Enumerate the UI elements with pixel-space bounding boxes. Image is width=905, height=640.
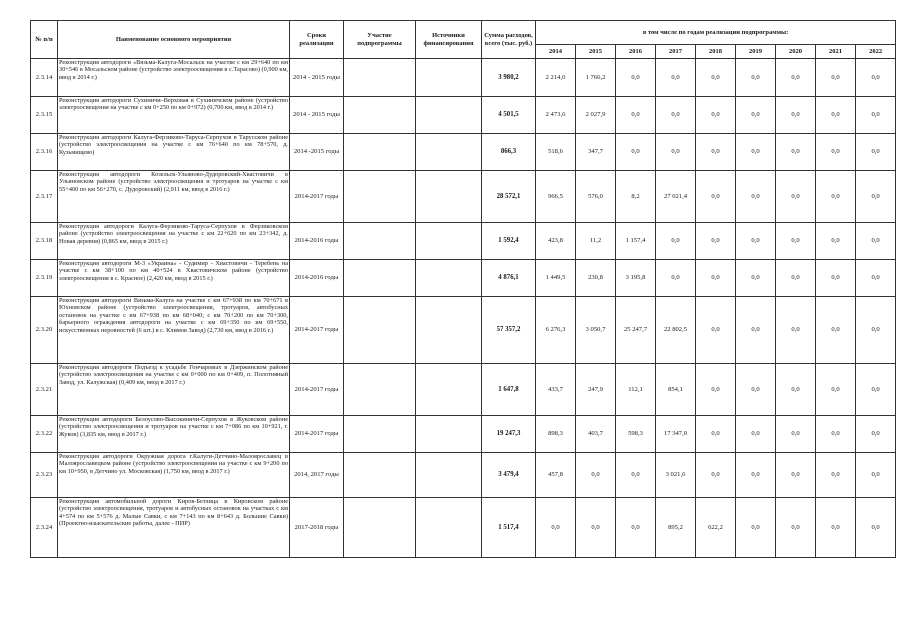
row-year-value: 576,0 xyxy=(576,171,616,223)
row-name: Реконструкция автодороги Белоусово-Высокиничи-Серпухов в Жуковском районе (устройство электроосвещения и тротуаров на участке с км 7+086 по км 10+921, г. Жуков) (3,835 км, ввод в 2017 г.) xyxy=(58,416,290,453)
row-year-value: 3 050,7 xyxy=(576,297,616,364)
row-year-value: 0,0 xyxy=(696,223,736,260)
row-year-value: 433,7 xyxy=(536,364,576,416)
row-year-value: 0,0 xyxy=(656,223,696,260)
row-year-value: 2 027,9 xyxy=(576,97,616,134)
row-code: 2.3.19 xyxy=(31,260,58,297)
row-participation xyxy=(344,297,416,364)
row-year-value: 518,6 xyxy=(536,134,576,171)
header-year: 2020 xyxy=(776,45,816,59)
row-code: 2.3.14 xyxy=(31,59,58,97)
row-name: Реконструкция автодороги Калуга-Ферзиково-Таруса-Серпухов в Ферзиковском районе (устройство электроосвещения на участке с км 22+620 по км 23+342, д. Новая деревня) (0,865 км, ввод в 2015 г.) xyxy=(58,223,290,260)
row-year-value: 0,0 xyxy=(656,134,696,171)
row-year-value: 0,0 xyxy=(736,59,776,97)
row-year-value: 0,0 xyxy=(656,97,696,134)
row-sources xyxy=(416,260,482,297)
row-year-value: 0,0 xyxy=(816,364,856,416)
row-year-value: 0,0 xyxy=(776,260,816,297)
table-row xyxy=(31,97,896,134)
table-row xyxy=(31,260,896,297)
row-name: Реконструкция автодороги М-3 «Украина» - Судимир - Хвастовичи - Теребень на участке с км 38+100 по км 40+524 в Хвастовичском районе (устройство электроосвещения в с. Красное) (2,420 км, ввод в 2015 г.) xyxy=(58,260,290,297)
row-year-value: 6 276,3 xyxy=(536,297,576,364)
row-year-value: 854,1 xyxy=(656,364,696,416)
row-participation xyxy=(344,364,416,416)
table-row xyxy=(31,364,896,416)
row-year-value: 11,2 xyxy=(576,223,616,260)
table-row xyxy=(31,171,896,223)
row-total: 28 572,1 xyxy=(482,171,536,223)
row-year-value: 27 021,4 xyxy=(656,171,696,223)
row-sources xyxy=(416,364,482,416)
row-year-value: 0,0 xyxy=(656,59,696,97)
row-participation xyxy=(344,134,416,171)
header-total: Сумма расходов, всего (тыс. руб.) xyxy=(482,21,536,59)
row-year-value: 3 195,8 xyxy=(616,260,656,297)
row-year-value: 0,0 xyxy=(736,364,776,416)
row-period: 2014 -2015 годы xyxy=(290,134,344,171)
row-year-value: 0,0 xyxy=(536,498,576,558)
row-year-value: 0,0 xyxy=(776,453,816,498)
table-header xyxy=(31,21,896,59)
row-year-value: 0,0 xyxy=(776,297,816,364)
row-year-value: 0,0 xyxy=(736,260,776,297)
row-code: 2.3.22 xyxy=(31,416,58,453)
row-total: 1 592,4 xyxy=(482,223,536,260)
row-period: 2014-2016 годы xyxy=(290,223,344,260)
header-year: 2016 xyxy=(616,45,656,59)
row-year-value: 3 021,6 xyxy=(656,453,696,498)
row-period: 2014-2016 годы xyxy=(290,260,344,297)
row-period: 2017-2018 годы xyxy=(290,498,344,558)
header-participation: Участие подпрограммы xyxy=(344,21,416,59)
row-year-value: 895,2 xyxy=(656,498,696,558)
table-row xyxy=(31,59,896,97)
row-year-value: 0,0 xyxy=(736,171,776,223)
row-year-value: 0,0 xyxy=(816,134,856,171)
row-year-value: 0,0 xyxy=(776,59,816,97)
row-sources xyxy=(416,453,482,498)
header-year: 2021 xyxy=(816,45,856,59)
row-year-value: 0,0 xyxy=(616,453,656,498)
row-year-value: 347,7 xyxy=(576,134,616,171)
header-year: 2017 xyxy=(656,45,696,59)
row-total: 3 980,2 xyxy=(482,59,536,97)
row-period: 2014-2017 годы xyxy=(290,416,344,453)
row-name: Реконструкция автодороги Калуга-Ферзиково-Таруса-Серпухов в Тарусском районе (устройство электроосвещения на участке с км 76+640 по км 78+570, д. Кузьмищево) xyxy=(58,134,290,171)
row-year-value: 0,0 xyxy=(696,134,736,171)
row-year-value: 1 766,2 xyxy=(576,59,616,97)
row-code: 2.3.23 xyxy=(31,453,58,498)
row-name: Реконструкция автодороги «Вязьма-Калуга-Мосальск на участке с км 29+640 по км 30+546 в Мосальском районе (устройство электроосвещения в с.Тарасово) (0,900 км, ввод в 2014 г.) xyxy=(58,59,290,97)
row-year-value: 22 802,5 xyxy=(656,297,696,364)
row-year-value: 0,0 xyxy=(736,134,776,171)
row-year-value: 0,0 xyxy=(856,97,896,134)
row-year-value: 0,0 xyxy=(736,416,776,453)
row-year-value: 0,0 xyxy=(776,364,816,416)
row-year-value: 0,0 xyxy=(776,134,816,171)
row-participation xyxy=(344,171,416,223)
row-name: Реконструкция автодороги Сухиничи–Верховая в Сухиничском районе (устройство электроосвещения на участке с км 0+250 по км 0+972) (0,700 км, ввод в 2014 г.) xyxy=(58,97,290,134)
table-row xyxy=(31,453,896,498)
row-period: 2014-2017 годы xyxy=(290,171,344,223)
row-year-value: 25 247,7 xyxy=(616,297,656,364)
row-year-value: 0,0 xyxy=(736,498,776,558)
row-year-value: 0,0 xyxy=(696,97,736,134)
row-participation xyxy=(344,498,416,558)
row-period: 2014-2017 годы xyxy=(290,297,344,364)
row-total: 4 501,5 xyxy=(482,97,536,134)
row-period: 2014-2017 годы xyxy=(290,364,344,416)
row-name: Реконструкция автодороги Козельск-Ульяново-Дудоровский-Хвастовичи в Ульяновском районе (устройство электроосвещения и тротуаров на участке с км 55+400 по км 56+270, с. Дудоровский) (2,911 км, ввод в 2016 г.) xyxy=(58,171,290,223)
header-period: Сроки реализации xyxy=(290,21,344,59)
row-year-value: 112,1 xyxy=(616,364,656,416)
row-year-value: 0,0 xyxy=(576,453,616,498)
row-sources xyxy=(416,498,482,558)
row-year-value: 0,0 xyxy=(856,297,896,364)
row-year-value: 622,2 xyxy=(696,498,736,558)
row-year-value: 8,2 xyxy=(616,171,656,223)
header-year: 2018 xyxy=(696,45,736,59)
row-year-value: 17 347,0 xyxy=(656,416,696,453)
row-year-value: 0,0 xyxy=(616,498,656,558)
row-sources xyxy=(416,97,482,134)
row-sources xyxy=(416,416,482,453)
row-year-value: 0,0 xyxy=(776,498,816,558)
row-code: 2.3.18 xyxy=(31,223,58,260)
row-year-value: 230,8 xyxy=(576,260,616,297)
row-year-value: 0,0 xyxy=(576,498,616,558)
row-period: 2014 - 2015 годы xyxy=(290,97,344,134)
row-year-value: 0,0 xyxy=(656,260,696,297)
table-row xyxy=(31,416,896,453)
row-year-value: 0,0 xyxy=(816,223,856,260)
header-year: 2014 xyxy=(536,45,576,59)
row-year-value: 247,9 xyxy=(576,364,616,416)
row-year-value: 966,5 xyxy=(536,171,576,223)
row-year-value: 0,0 xyxy=(856,134,896,171)
row-year-value: 598,3 xyxy=(616,416,656,453)
row-year-value: 0,0 xyxy=(696,453,736,498)
row-year-value: 2 473,6 xyxy=(536,97,576,134)
row-year-value: 0,0 xyxy=(856,59,896,97)
row-year-value: 423,8 xyxy=(536,223,576,260)
row-name: Реконструкция автодороги Вязьма-Калуга на участке с км 67+938 по км 70+671 в Юхновском районе (устройство электроосвещения, тротуаров, автобусных остановок на участке с км 67+938 по км 68+040; с км 70+200 по км 70+300, барьерного ограждения автодороги на участке с км 69+350 по км 69+550, искусственных неровностей (6 шт.) в с. Климов Завод) (2,730 км, ввод в 2016 г.) xyxy=(58,297,290,364)
row-year-value: 0,0 xyxy=(616,134,656,171)
row-participation xyxy=(344,453,416,498)
row-year-value: 0,0 xyxy=(696,59,736,97)
row-name: Реконструкция автомобильной дороги Киров-Бетлица в Кировском районе (устройство электроосвещения, тротуаров и автобусных остановок на участках с км 4+574 по км 5+576 д. Малые Савки, с км 7+143 по км 8+643 д. Большие Савки) (Проектно-изыскательские работы, далее - ПИР) xyxy=(58,498,290,558)
row-year-value: 0,0 xyxy=(856,223,896,260)
row-year-value: 0,0 xyxy=(776,416,816,453)
row-period: 2014, 2017 годы xyxy=(290,453,344,498)
row-year-value: 0,0 xyxy=(856,416,896,453)
row-year-value: 457,8 xyxy=(536,453,576,498)
row-year-value: 0,0 xyxy=(736,297,776,364)
header-years-group: в том числе по годам реализации подпрограммы: xyxy=(536,21,896,45)
row-year-value: 0,0 xyxy=(856,171,896,223)
row-year-value: 0,0 xyxy=(736,453,776,498)
row-year-value: 0,0 xyxy=(816,297,856,364)
row-year-value: 0,0 xyxy=(696,416,736,453)
subprogram-table xyxy=(30,20,896,558)
row-year-value: 0,0 xyxy=(696,260,736,297)
row-total: 3 479,4 xyxy=(482,453,536,498)
row-total: 1 647,8 xyxy=(482,364,536,416)
row-sources xyxy=(416,59,482,97)
row-year-value: 0,0 xyxy=(776,97,816,134)
row-total: 57 357,2 xyxy=(482,297,536,364)
row-year-value: 0,0 xyxy=(816,416,856,453)
row-sources xyxy=(416,223,482,260)
row-total: 19 247,3 xyxy=(482,416,536,453)
row-participation xyxy=(344,223,416,260)
row-year-value: 0,0 xyxy=(856,453,896,498)
header-sources: Источники финансирования xyxy=(416,21,482,59)
row-sources xyxy=(416,171,482,223)
row-year-value: 0,0 xyxy=(776,223,816,260)
row-year-value: 0,0 xyxy=(616,59,656,97)
row-year-value: 0,0 xyxy=(696,171,736,223)
row-year-value: 0,0 xyxy=(696,297,736,364)
row-year-value: 0,0 xyxy=(736,97,776,134)
row-year-value: 0,0 xyxy=(736,223,776,260)
row-name: Реконструкция автодороги Окружная дорога г.Калуги-Детчино-Малоярославец в Малоярославецком районе (устройство электроосвещения на участке с км 9+200 по км 10+950, в Детчино ул. Московская) (1,750 км, ввод в 2017 г.) xyxy=(58,453,290,498)
table-body xyxy=(31,59,896,558)
row-sources xyxy=(416,297,482,364)
row-participation xyxy=(344,59,416,97)
row-year-value: 0,0 xyxy=(816,453,856,498)
row-sources xyxy=(416,134,482,171)
header-name: Наименование основного мероприятия xyxy=(58,21,290,59)
row-year-value: 2 214,0 xyxy=(536,59,576,97)
table-row xyxy=(31,223,896,260)
row-year-value: 0,0 xyxy=(816,59,856,97)
row-code: 2.3.16 xyxy=(31,134,58,171)
table-row xyxy=(31,498,896,558)
header-year: 2015 xyxy=(576,45,616,59)
row-year-value: 0,0 xyxy=(696,364,736,416)
row-name: Реконструкция автодороги Подъезд к усадьбе Гончаровых в Дзержинском районе (устройство электроосвещения на участке с км 0+000 по км 0+409, п. Полотняный Завод, ул. Калужская) (0,409 км, ввод в 2017 г.) xyxy=(58,364,290,416)
header-number: № п/п xyxy=(31,21,58,59)
row-year-value: 0,0 xyxy=(856,364,896,416)
row-year-value: 0,0 xyxy=(816,97,856,134)
header-year: 2019 xyxy=(736,45,776,59)
row-period: 2014 - 2015 годы xyxy=(290,59,344,97)
row-year-value: 0,0 xyxy=(776,171,816,223)
row-year-value: 0,0 xyxy=(856,498,896,558)
row-total: 4 876,1 xyxy=(482,260,536,297)
row-year-value: 0,0 xyxy=(856,260,896,297)
row-participation xyxy=(344,97,416,134)
row-year-value: 0,0 xyxy=(816,498,856,558)
row-year-value: 403,7 xyxy=(576,416,616,453)
row-year-value: 0,0 xyxy=(816,260,856,297)
row-participation xyxy=(344,260,416,297)
row-year-value: 0,0 xyxy=(616,97,656,134)
row-code: 2.3.21 xyxy=(31,364,58,416)
row-year-value: 1 449,5 xyxy=(536,260,576,297)
table-row xyxy=(31,297,896,364)
header-year: 2022 xyxy=(856,45,896,59)
row-participation xyxy=(344,416,416,453)
row-code: 2.3.24 xyxy=(31,498,58,558)
table-row xyxy=(31,134,896,171)
row-code: 2.3.17 xyxy=(31,171,58,223)
row-code: 2.3.20 xyxy=(31,297,58,364)
row-year-value: 898,3 xyxy=(536,416,576,453)
row-year-value: 1 157,4 xyxy=(616,223,656,260)
row-total: 866,3 xyxy=(482,134,536,171)
row-code: 2.3.15 xyxy=(31,97,58,134)
row-total: 1 517,4 xyxy=(482,498,536,558)
row-year-value: 0,0 xyxy=(816,171,856,223)
